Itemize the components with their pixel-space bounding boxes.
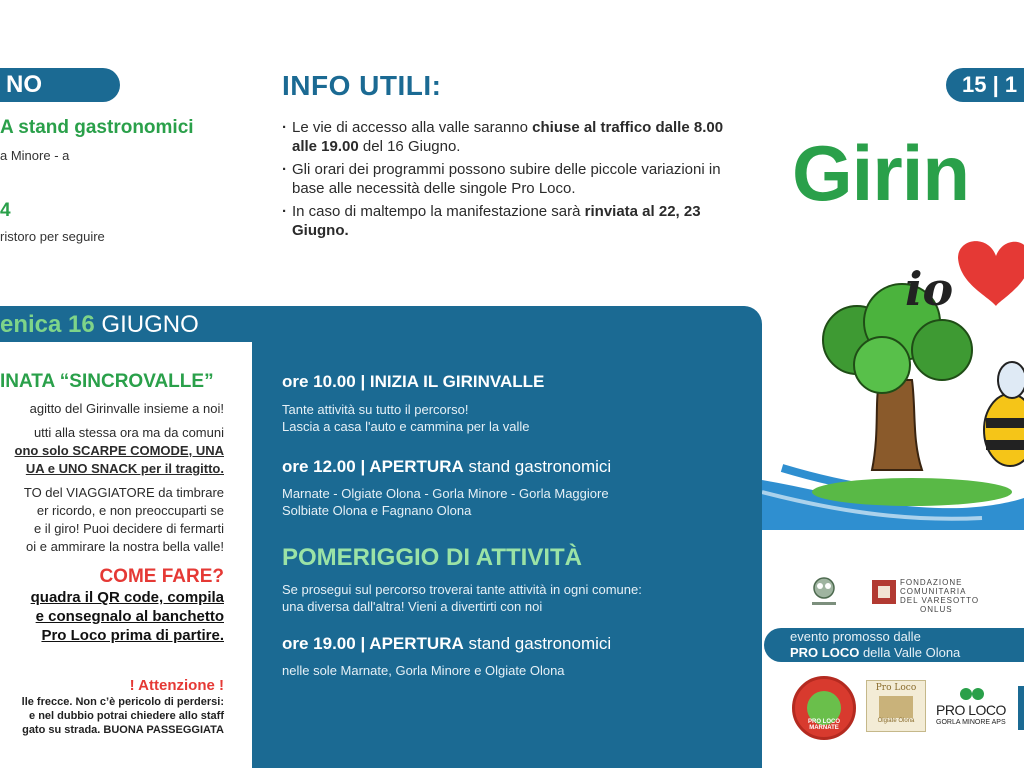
- partner-logo-edge: [1018, 686, 1024, 730]
- attention-body: lle frecce. Non c’è pericolo di perdersi: e nel dubbio potrai chiedere allo staff gato su strada. BUONA PASSEGGIATA: [21, 696, 224, 736]
- promo-line-1: evento promosso dalle: [790, 629, 921, 644]
- section-pill-left: [0, 68, 120, 102]
- date-pill: 15 | 1: [946, 68, 1024, 102]
- info-list: [282, 118, 742, 244]
- promo-line-2: PRO LOCO della Valle Olona: [790, 645, 961, 660]
- left-stand-title: A stand gastronomici: [0, 117, 194, 138]
- bee-shape: [984, 394, 1024, 466]
- owl-logo-icon: [806, 574, 842, 608]
- event-title-1000: ore 10.00 | INIZIA IL GIRINVALLE: [282, 372, 545, 391]
- walk-title: INATA “SINCROVALLE”: [0, 371, 214, 392]
- tree-bee-illustration: [762, 230, 1024, 530]
- event-body-1000: Tante attività su tutto il percorso! Lascia a casa l'auto e cammina per la valle: [282, 402, 530, 434]
- event-body-1900: nelle sole Marnate, Gorla Minore e Olgiate Olona: [282, 663, 565, 678]
- left-number: 4: [0, 200, 11, 221]
- fondazione-logo-icon: [872, 580, 896, 604]
- attention-title: ! Attenzione !: [129, 677, 224, 694]
- proloco-gorla-logo: PRO LOCO GORLA MINORE APS: [936, 686, 1010, 730]
- how-title: COME FARE?: [99, 566, 224, 587]
- afternoon-title: POMERIGGIO DI ATTIVITÀ: [282, 544, 582, 571]
- proloco-marnate-logo: PRO LOCO MARNATE: [792, 676, 856, 740]
- info-title: INFO UTILI:: [282, 70, 442, 101]
- info-item-1: · Le vie di accesso alla valle saranno chiuse al traffico dalle 8.00 alle 19.00 del 16 Giugno.: [282, 118, 742, 156]
- event-title-1200: ore 12.00 | APERTURA stand gastronomici: [282, 457, 612, 476]
- info-item-3: · In caso di maltempo la manifestazione sarà rinviata al 22, 23 Giugno.: [282, 202, 742, 240]
- how-body: quadra il QR code, compila e consegnalo al banchetto Pro Loco prima di partire.: [30, 589, 224, 644]
- heart-icon: [958, 241, 1024, 306]
- proloco-olgiate-logo: Pro Loco Olgiate Olona: [866, 680, 926, 732]
- event-title-1900: ore 19.00 | APERTURA stand gastronomici: [282, 634, 612, 653]
- walk-body: agitto del Girinvalle insieme a noi! utti alla stessa ora ma da comuni ono solo SCARPE COMODE, UNA UA e UNO SNACK per il tragitto. TO del VIAGGIATORE da timbrare er ricordo, e non preoccuparti se e il giro! Puoi decidere di fermarti oi e ammirare la nostra bella valle!: [14, 401, 224, 554]
- left-places-text: a Minore - a: [0, 148, 70, 163]
- event-body-1200: Marnate - Olgiate Olona - Gorla Minore - Gorla Maggiore Solbiate Olona e Fagnano Olona: [282, 486, 609, 518]
- left-ristoro-text: ristoro per seguire: [0, 229, 105, 244]
- section-pill-label: NO: [6, 71, 42, 98]
- afternoon-body: Se prosegui sul percorso troverai tante attività in ogni comune: una diversa dall'altra! Vieni a divertirti con noi: [282, 582, 642, 614]
- io-text: io: [905, 262, 954, 316]
- sunday-header-label: enica 16 GIUGNO: [0, 311, 199, 338]
- info-item-2: · Gli orari dei programmi possono subire delle piccole variazioni in base alle necessità delle singole Pro Loco.: [282, 160, 742, 198]
- gorla-leaf-icon: [958, 686, 988, 702]
- fondazione-text: FONDAZIONE COMUNITARIA DEL VARESOTTO ONLUS: [900, 578, 980, 614]
- brand-title: Girin: [792, 129, 970, 217]
